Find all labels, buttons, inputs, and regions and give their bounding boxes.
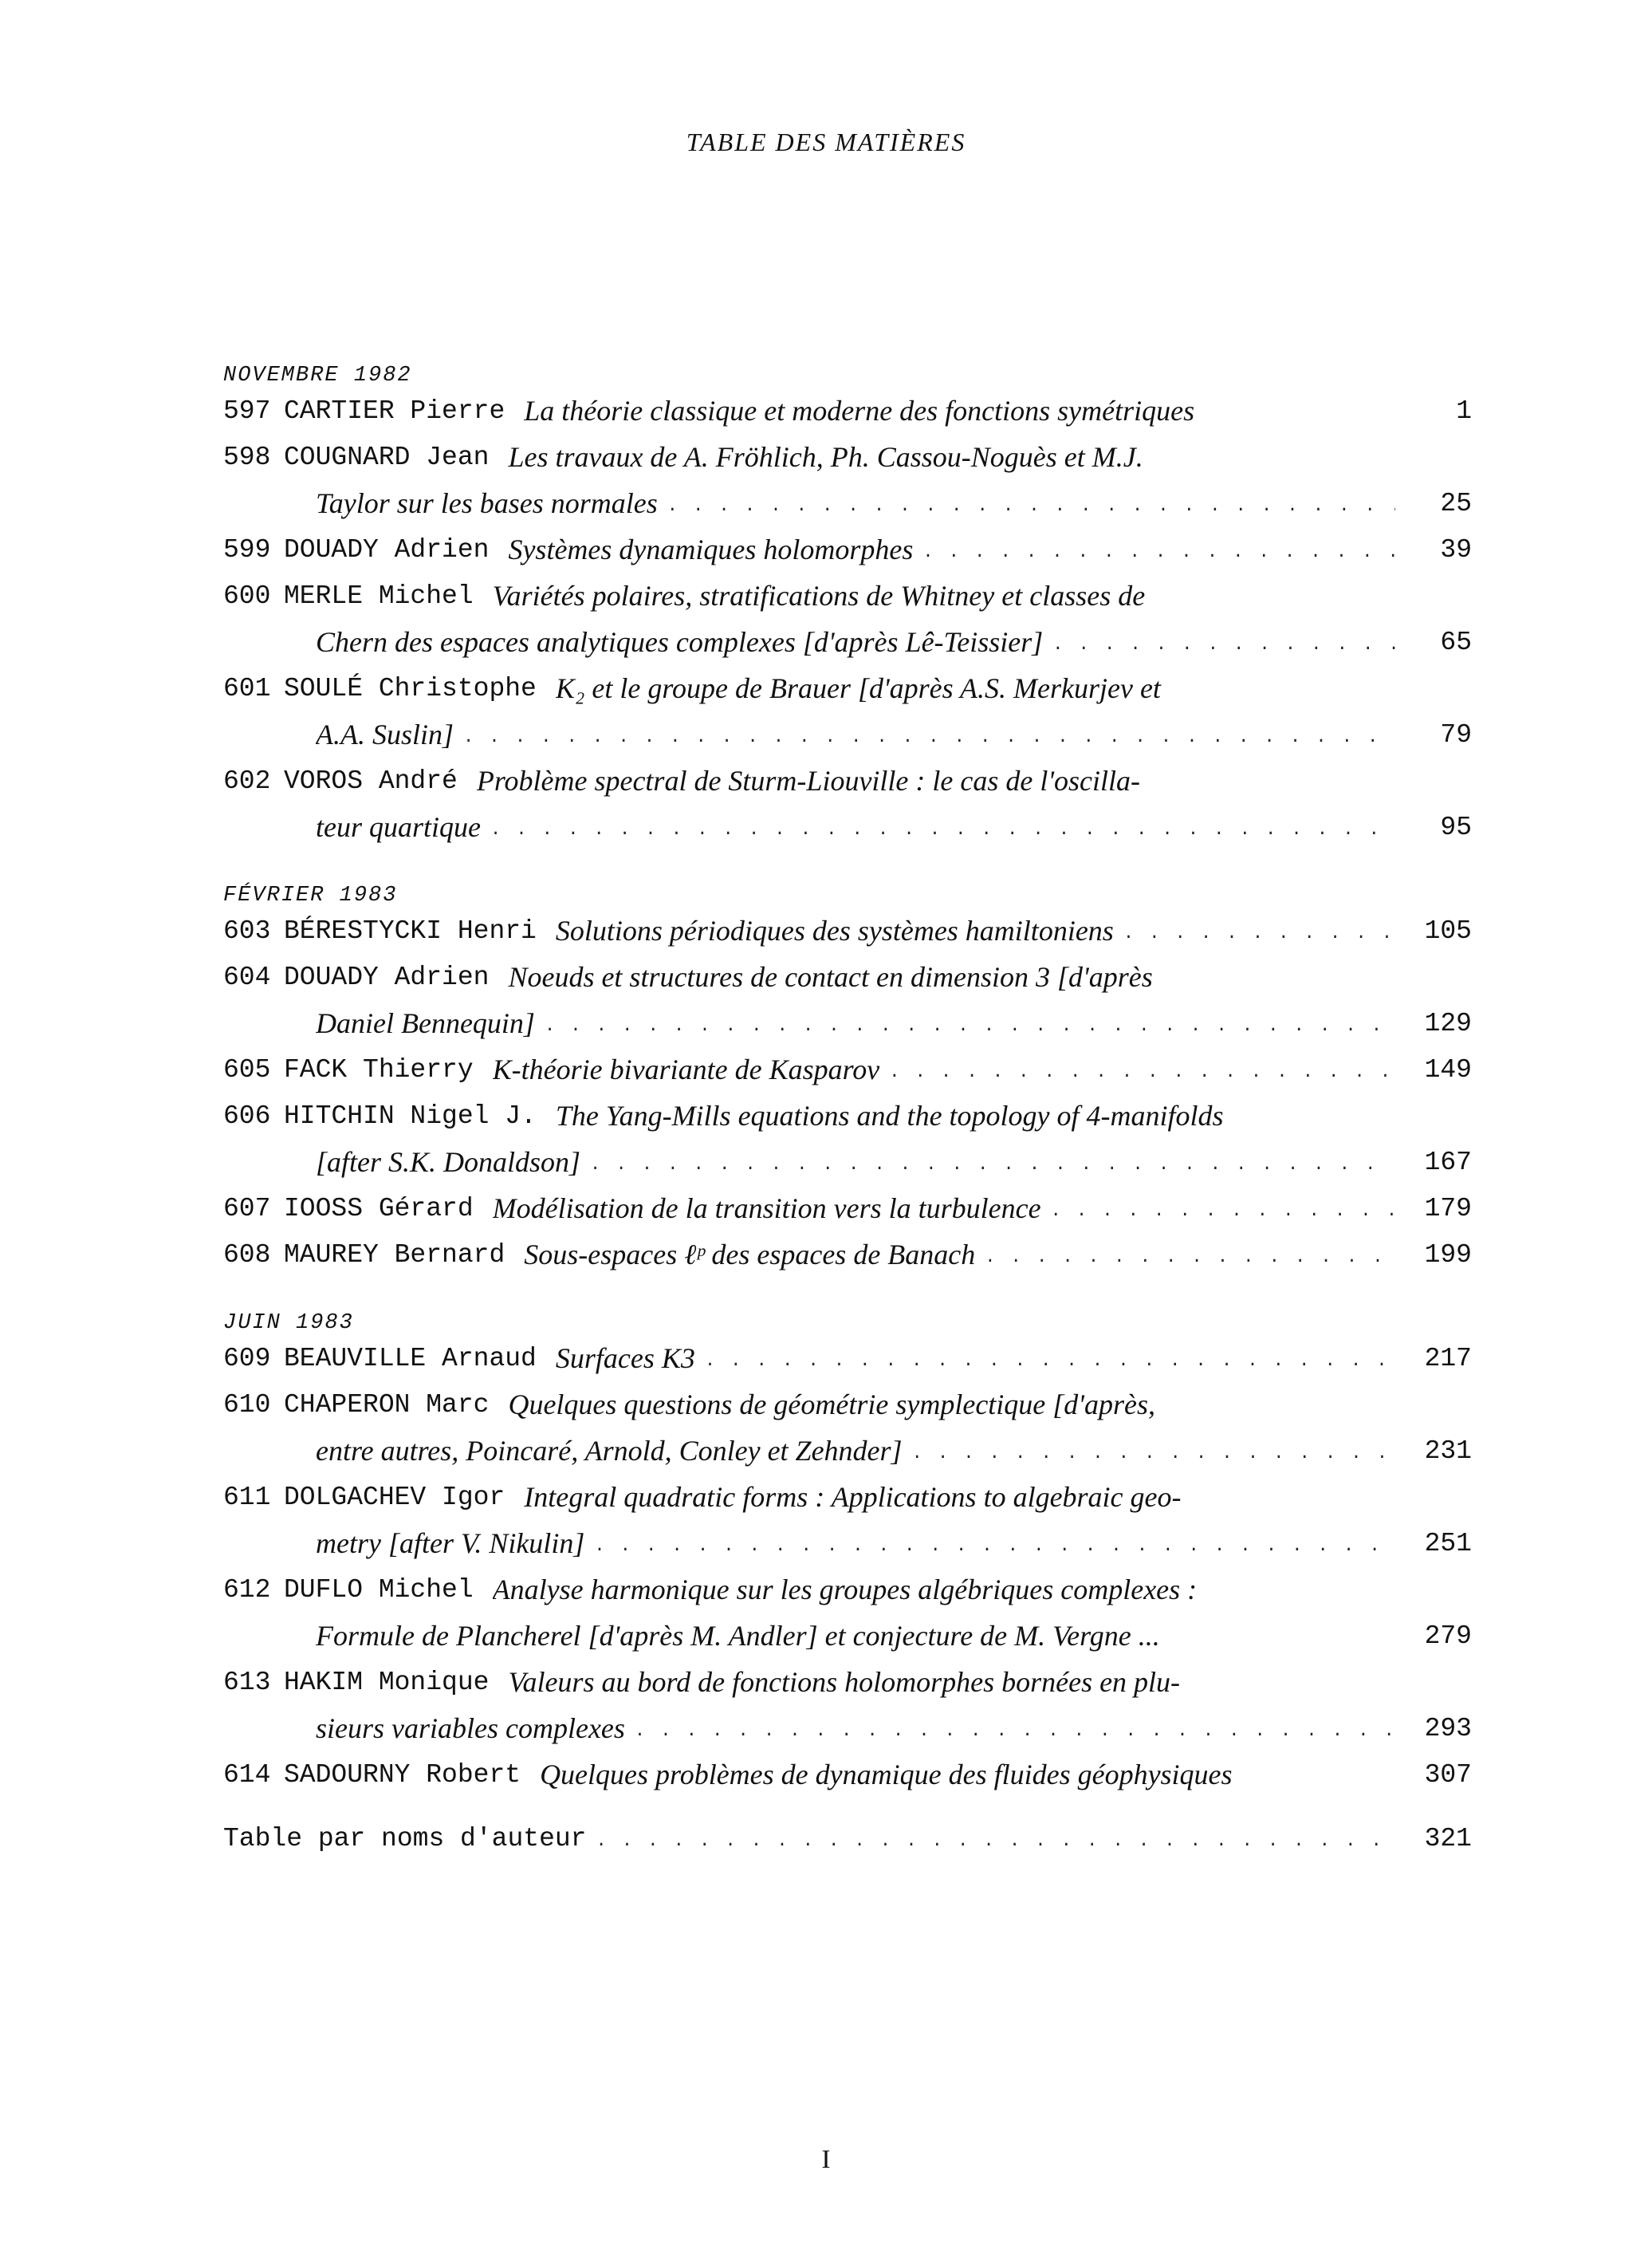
toc-entry <box>223 1381 1472 1428</box>
toc-entry-continuation <box>223 1428 1472 1474</box>
toc-entry <box>223 1335 1472 1381</box>
entry-page: 105 <box>1424 916 1472 946</box>
entry-title: K₂ et le groupe de Brauer [d'après A.S. Merkurjev et <box>555 672 1161 704</box>
entry-page: 167 <box>1424 1147 1472 1177</box>
toc-entry <box>223 758 1472 804</box>
dot-leader <box>1123 916 1395 946</box>
toc-entry <box>223 1751 1472 1798</box>
entry-number: 608 <box>223 1239 271 1270</box>
toc-entry <box>223 1093 1472 1139</box>
entry-number: 606 <box>223 1101 271 1131</box>
toc-entry <box>223 1566 1472 1613</box>
entry-title: La théorie classique et moderne des fonctions symétriques <box>524 395 1195 427</box>
dot-leader <box>490 813 1395 842</box>
entry-number: 601 <box>223 673 271 703</box>
entry-number: 604 <box>223 962 271 992</box>
toc-entry <box>223 1231 1472 1278</box>
toc-entry-continuation <box>223 804 1472 850</box>
table-of-contents <box>223 349 1472 1861</box>
toc-entry <box>223 1474 1472 1520</box>
entry-page: 129 <box>1424 1008 1472 1038</box>
entry-title: teur quartique <box>316 811 481 843</box>
toc-entry-continuation <box>223 711 1472 758</box>
toc-entry-continuation <box>223 1520 1472 1566</box>
toc-entry-continuation <box>223 1000 1472 1046</box>
entry-number: 612 <box>223 1574 271 1605</box>
entry-title: Taylor sur les bases normales <box>316 487 658 519</box>
entry-author: SADOURNY Robert <box>284 1759 521 1790</box>
entry-page: 95 <box>1440 812 1472 842</box>
entry-title: Variétés polaires, stratifications de Whitney et classes de <box>492 580 1146 612</box>
entry-title: Solutions périodiques des systèmes hamiltoniens <box>555 915 1114 947</box>
entry-number: 607 <box>223 1193 271 1223</box>
page-number: I <box>821 2145 831 2174</box>
entry-page: 279 <box>1424 1621 1472 1651</box>
entry-title: Systèmes dynamiques holomorphes <box>508 534 914 565</box>
entry-title: The Yang-Mills equations and the topology of 4-manifolds <box>555 1100 1224 1132</box>
toc-entry-continuation <box>223 1613 1472 1659</box>
toc-entry-continuation <box>223 480 1472 526</box>
entry-number: 609 <box>223 1343 271 1373</box>
entry-page: 307 <box>1424 1759 1472 1790</box>
toc-entry <box>223 908 1472 954</box>
entry-author: DOUADY Adrien <box>284 962 490 992</box>
entry-title: Quelques questions de géométrie symplectique [d'après, <box>508 1389 1155 1420</box>
entry-title: metry [after V. Nikulin] <box>316 1527 585 1559</box>
entry-author: BEAUVILLE Arnaud <box>284 1343 537 1373</box>
entry-author: BÉRESTYCKI Henri <box>284 916 537 946</box>
entry-author: CHAPERON Marc <box>284 1389 490 1420</box>
entry-page: 199 <box>1424 1239 1472 1270</box>
entry-author: COUGNARD Jean <box>284 442 490 472</box>
entry-author: HAKIM Monique <box>284 1667 490 1697</box>
dot-leader <box>635 1714 1395 1743</box>
entry-title: Problème spectral de Sturm-Liouville : le cas de l'oscilla- <box>476 765 1141 797</box>
entry-author: MERLE Michel <box>284 581 474 611</box>
section-heading: JUIN 1983 <box>223 1311 354 1335</box>
toc-entry <box>223 573 1472 619</box>
section-heading: FÉVRIER 1983 <box>223 884 398 908</box>
entry-title: Formule de Plancherel [d'après M. Andler] et conjecture de M. Vergne ... <box>316 1620 1160 1652</box>
dot-leader <box>596 1824 1395 1853</box>
dot-leader <box>889 1055 1395 1085</box>
dot-leader <box>912 1436 1395 1466</box>
entry-title: Modélisation de la transition vers la turbulence <box>492 1192 1041 1224</box>
entry-author: VOROS André <box>284 766 458 796</box>
entry-author: HITCHIN Nigel J. <box>284 1101 537 1131</box>
section-heading: NOVEMBRE 1982 <box>223 364 412 388</box>
dot-leader <box>590 1148 1395 1177</box>
page-title: TABLE DES MATIÈRES <box>686 128 966 156</box>
dot-leader <box>463 720 1395 750</box>
entry-title: Valeurs au bord de fonctions holomorphes bornées en plu- <box>508 1666 1181 1698</box>
toc-entry <box>223 526 1472 573</box>
entry-number: 599 <box>223 534 271 565</box>
entry-title: sieurs variables complexes <box>316 1712 625 1744</box>
entry-title: Surfaces K3 <box>555 1342 695 1374</box>
entry-number: 611 <box>223 1482 271 1512</box>
entry-page: 321 <box>1424 1823 1472 1853</box>
toc-entry <box>223 1185 1472 1231</box>
entry-page: 179 <box>1424 1193 1472 1223</box>
entry-page: 65 <box>1440 627 1472 657</box>
entry-author: DOLGACHEV Igor <box>284 1482 505 1512</box>
entry-author: MAUREY Bernard <box>284 1239 505 1270</box>
dot-leader <box>705 1344 1395 1373</box>
dot-leader <box>667 489 1395 518</box>
entry-number: 610 <box>223 1389 271 1420</box>
entry-page: 293 <box>1424 1713 1472 1743</box>
author-index-entry <box>223 1815 1472 1861</box>
toc-entry <box>223 1046 1472 1093</box>
toc-entry-continuation <box>223 1705 1472 1751</box>
entry-title: Sous-espaces ℓᵖ des espaces de Banach <box>524 1239 976 1270</box>
entry-number: 602 <box>223 766 271 796</box>
entry-author: FACK Thierry <box>284 1054 474 1085</box>
entry-title: Analyse harmonique sur les groupes algébriques complexes : <box>492 1574 1198 1605</box>
dot-leader <box>985 1240 1395 1270</box>
entry-page: 251 <box>1424 1528 1472 1558</box>
entry-title: Chern des espaces analytiques complexes [d'après Lê-Teissier] <box>316 626 1044 658</box>
entry-author: DUFLO Michel <box>284 1574 474 1605</box>
entry-author: CARTIER Pierre <box>284 396 505 426</box>
toc-entry <box>223 434 1472 480</box>
entry-title: Les travaux de A. Fröhlich, Ph. Cassou-Noguès et M.J. <box>508 441 1143 473</box>
toc-entry <box>223 665 1472 711</box>
entry-page: 149 <box>1424 1054 1472 1085</box>
entry-number: 598 <box>223 442 271 472</box>
entry-page: 231 <box>1424 1436 1472 1466</box>
author-index-label: Table par noms d'auteur <box>223 1823 587 1853</box>
entry-page: 39 <box>1440 534 1472 565</box>
entry-title: [after S.K. Donaldson] <box>316 1146 581 1178</box>
entry-title: A.A. Suslin] <box>316 719 454 750</box>
dot-leader <box>594 1529 1395 1558</box>
entry-number: 605 <box>223 1054 271 1085</box>
dot-leader <box>1052 628 1395 657</box>
entry-number: 597 <box>223 396 271 426</box>
dot-leader <box>922 535 1395 565</box>
entry-title: K-théorie bivariante de Kasparov <box>492 1054 880 1085</box>
entry-title: Daniel Bennequin] <box>316 1007 535 1039</box>
entry-number: 600 <box>223 581 271 611</box>
entry-page: 25 <box>1440 488 1472 518</box>
dot-leader <box>545 1009 1395 1038</box>
entry-author: IOOSS Gérard <box>284 1193 474 1223</box>
entry-title: entre autres, Poincaré, Arnold, Conley et Zehnder] <box>316 1435 903 1467</box>
entry-page: 79 <box>1440 719 1472 750</box>
entry-title: Integral quadratic forms : Applications to algebraic geo- <box>524 1481 1182 1513</box>
toc-entry-continuation <box>223 1139 1472 1185</box>
entry-author: SOULÉ Christophe <box>284 673 537 703</box>
toc-entry <box>223 954 1472 1000</box>
entry-author: DOUADY Adrien <box>284 534 490 565</box>
dot-leader <box>1051 1194 1395 1223</box>
entry-title: Noeuds et structures de contact en dimension 3 [d'après <box>508 961 1153 993</box>
toc-entry <box>223 1659 1472 1705</box>
toc-entry <box>223 388 1472 434</box>
toc-entry-continuation <box>223 619 1472 665</box>
entry-page: 217 <box>1424 1343 1472 1373</box>
entry-number: 613 <box>223 1667 271 1697</box>
entry-number: 614 <box>223 1759 271 1790</box>
entry-number: 603 <box>223 916 271 946</box>
entry-title: Quelques problèmes de dynamique des fluides géophysiques <box>540 1759 1233 1790</box>
entry-page: 1 <box>1456 396 1472 426</box>
